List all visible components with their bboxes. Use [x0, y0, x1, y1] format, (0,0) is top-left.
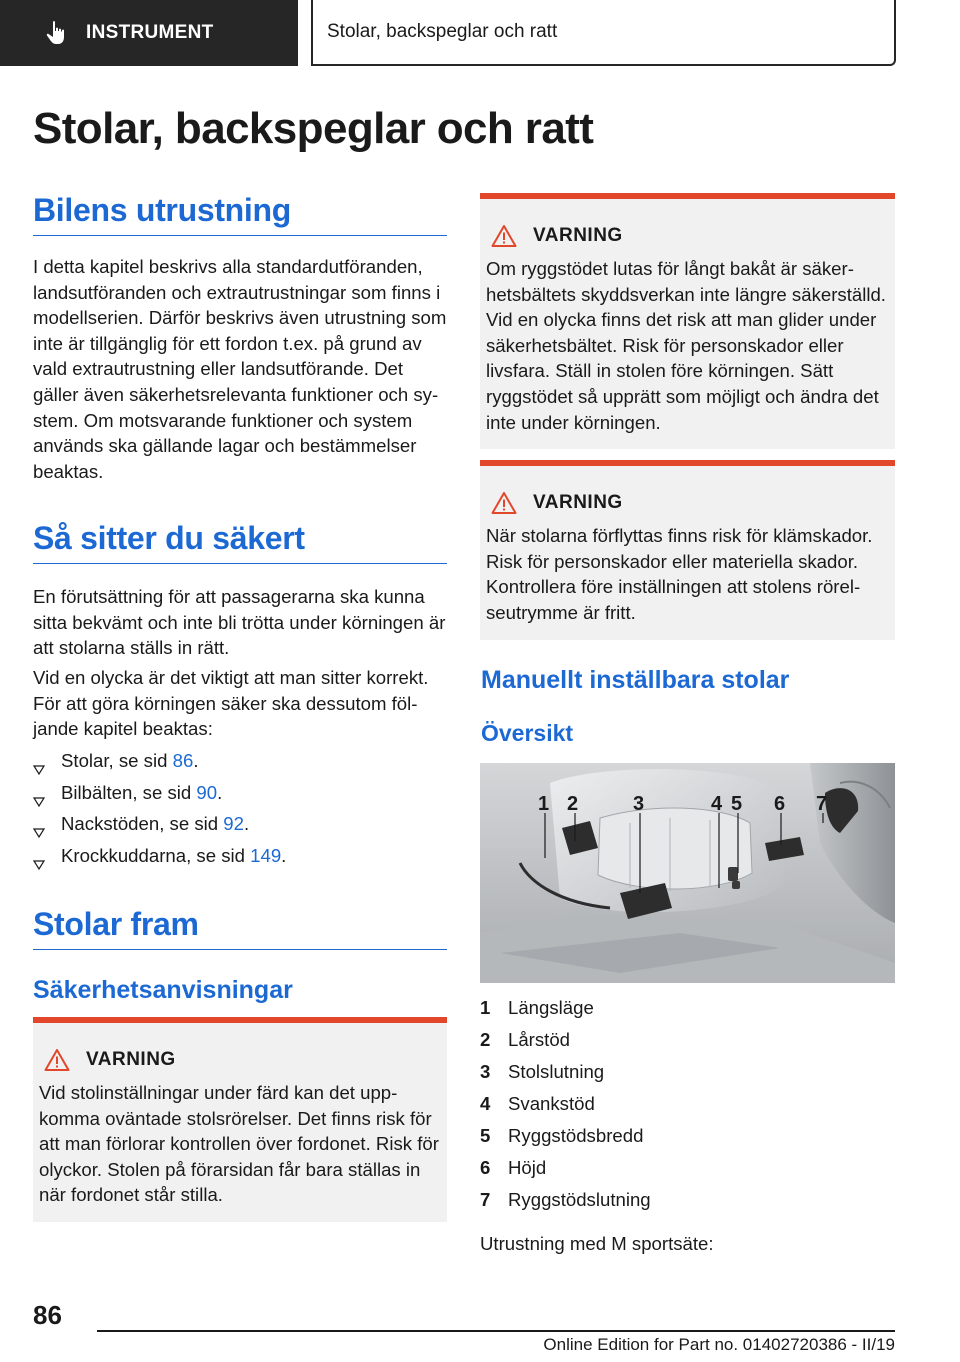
callout-label: 4	[711, 793, 723, 815]
page-link-90[interactable]: 90	[196, 781, 218, 803]
callout-label: 5	[731, 793, 743, 815]
section-heading-front-seats: Stolar fram	[33, 906, 447, 950]
page-link-149[interactable]: 149	[250, 844, 282, 866]
list-item-text: Nackstöden, se sid 92.	[61, 813, 250, 835]
subheading-overview: Översikt	[481, 720, 574, 746]
page-link-92[interactable]: 92	[223, 813, 244, 835]
warning-title: VARNING	[533, 492, 623, 513]
page-link-86[interactable]: 86	[172, 750, 194, 771]
safe-seating-paragraph-2: Vid en olycka är det viktigt att man sitter korrekt. För att göra körningen säker ska dessutom följande kapitel beaktas:	[33, 667, 429, 740]
warning-box-backrest	[480, 193, 895, 449]
legend-item	[480, 1187, 651, 1219]
header-breadcrumb-box	[311, 0, 896, 66]
section-heading-safe-seating: Så sitter du säkert	[33, 520, 447, 564]
legend-item	[480, 1123, 651, 1155]
warning-text: Om ryggstödet lutas för långt bakåt är säkerhetsbältets skyddsverkan inte längre säkerställd. Vid en olycka finns det risk att man glider under säkerhetsbältet. Risk för personskador eller livsfara. Ställ in stolen före körningen. Sätt ryggstödet så upprätt som möjligt och ändra det inte under körningen.	[486, 258, 886, 433]
warning-box-seat-adjust	[33, 1017, 447, 1222]
warning-title: VARNING	[86, 1049, 176, 1070]
list-item-text: Stolar, se sid 86.	[61, 750, 199, 771]
warning-triangle-icon	[491, 223, 519, 249]
list-item	[33, 811, 447, 843]
footer-edition: Online Edition for Part no. 01402720386 - II/19	[543, 1335, 895, 1354]
legend-label: Längsläge	[508, 997, 594, 1018]
triangle-bullet-icon	[33, 811, 61, 845]
safe-seating-paragraph-1: En förutsättning för att passagerarna ska kunna sitta bekvämt och inte bli trötta under körningen är att stolarna ställs in rätt.	[33, 586, 446, 659]
legend-label: Ryggstödslutning	[508, 1189, 651, 1210]
callout-label: 3	[633, 793, 645, 815]
warning-header	[33, 1046, 447, 1074]
callout-label: 1	[538, 793, 550, 815]
equipment-paragraph: I detta kapitel beskrivs alla standardutföranden, landsutföranden och extrautrustningar som finns i modellserien. Därför beskrivs även utrustning som inte är tillgänglig för ett fordon t.ex. på grund av vald extrautrustning eller landsutförande. Det gäller även säkerhetsrelevanta funktioner och system. Om motsvarande funktioner och system används ska gällande lagar och bestämmelser beaktas.	[33, 256, 447, 482]
chapter-reference-list	[33, 748, 447, 874]
callout-label: 7	[816, 793, 828, 815]
legend-number: 6	[480, 1157, 491, 1178]
legend-label: Lårstöd	[508, 1029, 571, 1050]
legend-number: 4	[480, 1093, 491, 1114]
seat-controls-illustration	[480, 763, 895, 983]
legend-item	[480, 1027, 651, 1059]
legend-label: Höjd	[508, 1157, 547, 1178]
breadcrumb: Stolar, backspeglar och ratt	[327, 21, 558, 42]
page-number: 86	[33, 1300, 62, 1330]
warning-text: Vid stolinställningar under färd kan det uppkomma oväntade stolsrörelser. Det finns risk för att man förlorar kontrollen över fordonet. Risk för olyckor. Stolen på förarsidan får bara ställas in när fordonet står stilla.	[39, 1082, 439, 1206]
list-item	[33, 843, 447, 875]
subheading-safety-instructions: Säkerhetsanvisningar	[33, 976, 293, 1004]
cursor-hand-icon	[44, 20, 68, 46]
footer-divider	[97, 1330, 895, 1332]
legend-number: 5	[480, 1125, 491, 1146]
legend-item	[480, 1155, 651, 1187]
header-section-label: INSTRUMENT	[86, 22, 214, 43]
list-item	[33, 780, 447, 812]
legend-number: 2	[480, 1029, 491, 1050]
list-item-text: Bilbälten, se sid 90.	[61, 781, 223, 803]
legend-item	[480, 995, 651, 1027]
subheading-manual-seats: Manuellt inställbara stolar	[481, 666, 790, 694]
warning-triangle-icon	[44, 1047, 72, 1073]
warning-header	[480, 222, 895, 250]
legend-label: Ryggstödsbredd	[508, 1125, 644, 1146]
m-sport-seat-intro: Utrustning med M sportsäte:	[480, 1233, 714, 1254]
legend-number: 1	[480, 997, 491, 1018]
legend-label: Stolslutning	[508, 1061, 605, 1082]
legend-number: 3	[480, 1061, 491, 1082]
legend-item	[480, 1091, 651, 1123]
warning-box-pinching	[480, 460, 895, 640]
triangle-bullet-icon	[33, 748, 61, 782]
legend-item	[480, 1059, 651, 1091]
warning-title: VARNING	[533, 225, 623, 246]
warning-text: När stolarna förflyttas finns risk för klämskador. Risk för personskador eller materiella skador. Kontrollera före inställningen att stolens rörelseutrymme är fritt.	[486, 525, 873, 623]
legend-number: 7	[480, 1189, 491, 1210]
callout-label: 6	[774, 793, 786, 815]
section-heading-equipment: Bilens utrustning	[33, 192, 447, 236]
seat-controls-legend	[480, 995, 651, 1219]
warning-triangle-icon	[491, 490, 519, 516]
list-item-text: Krockkuddarna, se sid 149.	[61, 844, 287, 866]
callout-label: 2	[567, 793, 579, 815]
page-title: Stolar, backspeglar och ratt	[33, 104, 594, 153]
legend-label: Svankstöd	[508, 1093, 595, 1114]
list-item	[33, 748, 447, 780]
triangle-bullet-icon	[33, 780, 61, 814]
warning-header	[480, 489, 895, 517]
triangle-bullet-icon	[33, 843, 61, 877]
header-section-tab	[0, 0, 298, 66]
